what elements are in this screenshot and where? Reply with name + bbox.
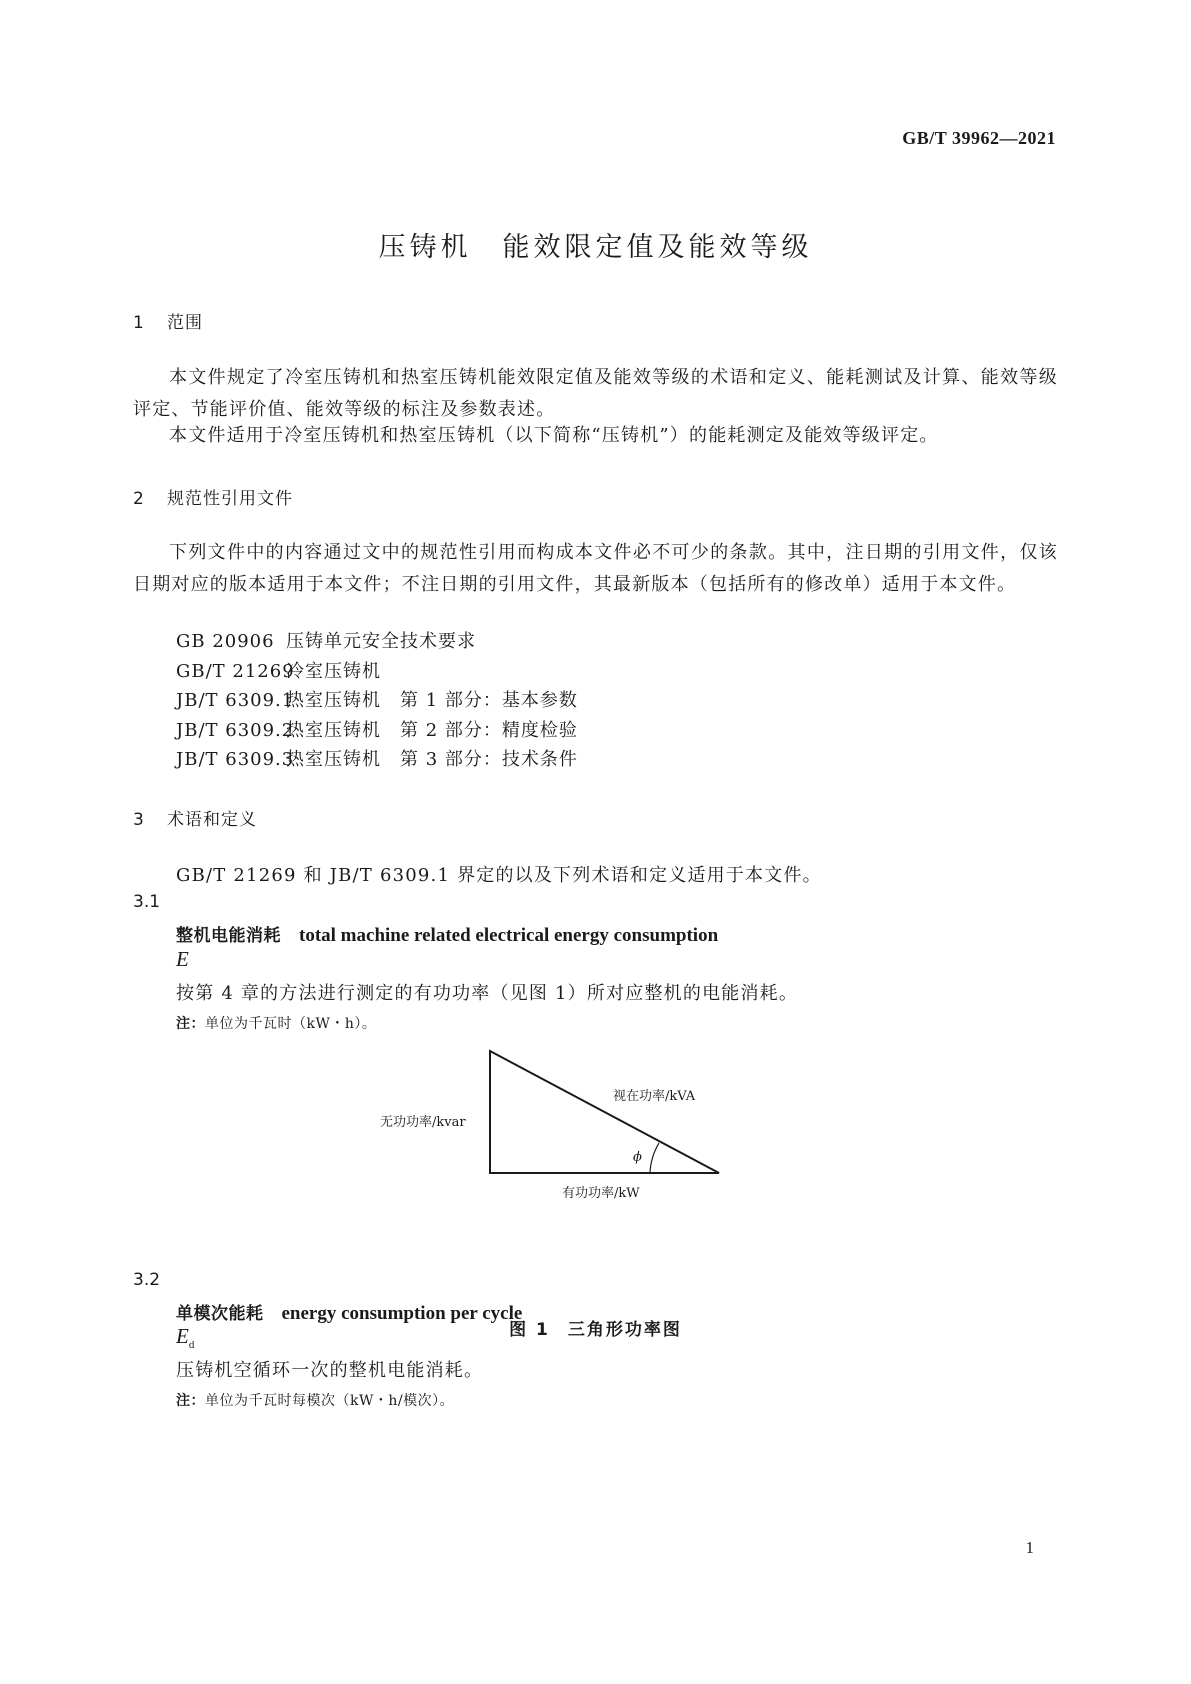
section-title: 范围	[167, 313, 203, 333]
term-note	[176, 1013, 376, 1033]
symbol-subscript: d	[188, 1339, 195, 1352]
document-title: 压铸机 能效限定值及能效等级	[378, 232, 813, 263]
term-definition: 压铸机空循环一次的整机电能消耗。	[176, 1360, 484, 1381]
reference-code: JB/T 6309.3	[176, 749, 295, 770]
term-name-zh: 单模次能耗	[176, 1304, 264, 1324]
reference-item	[176, 686, 578, 712]
reference-title: 热室压铸机 第 3 部分：技术条件	[286, 749, 578, 770]
section-number: 1	[133, 313, 145, 333]
scope-paragraph-1: 本文件规定了冷室压铸机和热室压铸机能效限定值及能效等级的术语和定义、能耗测试及计算、能效等级评定、节能评价值、能效等级的标注及参数表述。	[133, 367, 1058, 420]
reference-item	[176, 627, 476, 653]
references-intro: 下列文件中的内容通过文中的规范性引用而构成本文件必不可少的条款。其中，注日期的引用文件，仅该日期对应的版本适用于本文件；不注日期的引用文件，其最新版本（包括所有的修改单）适用于本文件。	[133, 542, 1058, 595]
reference-code: JB/T 6309.2	[176, 720, 295, 741]
scope-paragraph-2: 本文件适用于冷室压铸机和热室压铸机（以下简称“压铸机”）的能耗测定及能效等级评定。	[169, 425, 939, 446]
section-1-heading	[133, 308, 203, 333]
symbol-letter: E	[176, 1324, 189, 1348]
term-name	[176, 921, 718, 947]
reference-code: GB/T 21269	[176, 661, 295, 682]
section-number: 3	[133, 810, 145, 830]
section-title: 术语和定义	[167, 810, 257, 830]
term-number: 3.1	[133, 892, 161, 912]
term-name-zh: 整机电能消耗	[176, 926, 281, 946]
power-triangle-figure	[370, 1045, 740, 1205]
note-text: 单位为千瓦时每模次（kW・h/模次）。	[205, 1393, 455, 1409]
terms-intro: GB/T 21269 和 JB/T 6309.1 界定的以及下列术语和定义适用于本文件。	[176, 865, 822, 886]
section-3-heading	[133, 805, 257, 830]
reference-title: 压铸单元安全技术要求	[286, 631, 476, 652]
term-name-en: total machine related electrical energy consumption	[299, 925, 719, 946]
section-number: 2	[133, 489, 145, 509]
reference-code: GB 20906	[176, 631, 275, 652]
reactive-power-label: 无功功率/kvar	[380, 1115, 466, 1130]
term-symbol	[176, 1324, 194, 1351]
symbol-letter: E	[176, 947, 189, 971]
note-label: 注：	[176, 1393, 205, 1409]
section-title: 规范性引用文件	[167, 489, 293, 509]
active-power-label: 有功功率/kW	[562, 1186, 640, 1201]
phi-angle-label: ϕ	[633, 1150, 642, 1165]
note-label: 注：	[176, 1016, 205, 1032]
figure-number: 图 1	[509, 1320, 550, 1340]
term-name-en: energy consumption per cycle	[281, 1303, 523, 1324]
reference-item	[176, 716, 578, 742]
standard-number: GB/T 39962—2021	[902, 128, 1056, 148]
phi-angle-arc	[650, 1143, 659, 1173]
reference-title: 冷室压铸机	[286, 661, 381, 682]
power-triangle	[490, 1051, 719, 1173]
reference-code: JB/T 6309.1	[176, 690, 295, 711]
reference-title: 热室压铸机 第 2 部分：精度检验	[286, 720, 578, 741]
term-symbol	[176, 947, 189, 974]
apparent-power-label: 视在功率/kVA	[613, 1089, 696, 1104]
term-number: 3.2	[133, 1270, 161, 1290]
term-definition: 按第 4 章的方法进行测定的有功功率（见图 1）所对应整机的电能消耗。	[176, 983, 799, 1004]
note-text: 单位为千瓦时（kW・h）。	[205, 1016, 377, 1032]
figure-caption-text: 三角形功率图	[567, 1320, 682, 1340]
term-name	[176, 1299, 522, 1325]
section-2-heading	[133, 484, 293, 509]
term-note	[176, 1390, 454, 1410]
reference-item	[176, 657, 381, 683]
reference-item	[176, 745, 578, 771]
page-number: 1	[1025, 1538, 1034, 1557]
reference-title: 热室压铸机 第 1 部分：基本参数	[286, 690, 578, 711]
